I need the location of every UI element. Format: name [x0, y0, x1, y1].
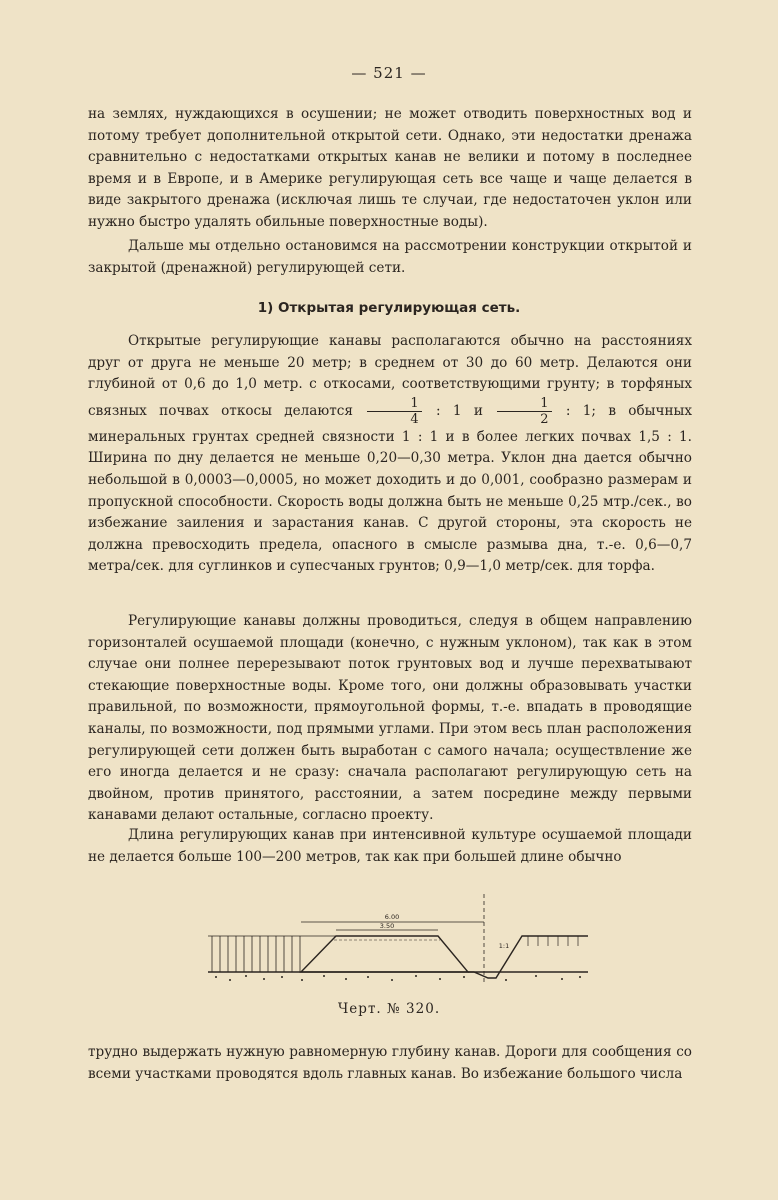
- paragraph-6-text: трудно выдержать нужную равномерную глубину канав. Дороги для сообщения со всеми участками проводятся вдоль главных канав. Во избежание большого числа: [88, 1044, 692, 1082]
- page-number: — 521 —: [351, 64, 427, 82]
- paragraph-4-text: Регулирующие канавы должны проводиться, следуя в общем направлению горизонталей осушаемой площади (конечно, с нужным уклоном), так как в этом случае они полнее перерезывают поток грунтовых вод и лучше перехватывают стекающие поверхностные воды. Кроме того, они должны образовывать участки правильной, по возможности, прямоугольной формы, т.-е. впадать в проводящие каналы, по возможности, под прямыми углами. При этом весь план расположения регулирующей сети должен быть выработан с самого начала; осуществление же его иногда делается и не сразу: сначала располагают регулирующую сеть на двойном, против принятого, расстоянии, а затем посредине между первыми канавами делают остальные, согласно проекту.: [88, 613, 692, 824]
- soil-stipple: [215, 975, 581, 981]
- figure-caption: Черт. № 320.: [337, 1001, 441, 1017]
- fraction-numerator: 1: [497, 396, 551, 412]
- paragraph-3-text: [88, 331, 692, 578]
- fraction-numerator: 1: [367, 396, 421, 412]
- paragraph-4: [88, 611, 692, 827]
- slope-label: 1:1: [498, 942, 510, 950]
- fraction-denominator: 4: [410, 411, 419, 427]
- paragraph-1-text: на землях, нуждающихся в осушении; не может отводить поверхностных вод и потому требует дополнительной открытой сети. Однако, эти недостатки дренажа сравнительно с недостатками открытых канав не велики и потому в последнее время и в Европе, и в Америке регулирующая сеть все чаще и чаще делается в виде закрытого дренажа (исключая лишь те случаи, где недостаточен уклон или нужно быстро удалять обильные поверхностные воды).: [88, 106, 692, 230]
- paragraph-3-part-c: : 1; в обычных минеральных грунтах средней связности 1 : 1 и в более легких почвах 1,5 : 1. Ширина по дну делается не меньше 0,20—0,30 метра. Уклон дна дается обычно небольшой в 0,0003—0,0005, но может доходить и до 0,001, сообразно размерам и пропускной способности. Скорость воды должна быть не меньше 0,25 мтр./сек., во избежание заиления и зарастания канав. С другой стороны, эта скорость не должна превосходить предела, опасного в смысле размыва дна, т.-е. 0,6—0,7 метра/сек. для суглинков и супесчаных грунтов; 0,9—1,0 метр/сек. для торфа.: [88, 402, 693, 575]
- paragraph-3-part-b: : 1 и: [435, 402, 483, 419]
- fraction-denominator: 2: [540, 411, 549, 427]
- paragraph-5: [88, 825, 692, 868]
- fraction-one-quarter: [367, 396, 421, 427]
- paragraph-5-text: Длина регулирующих канав при интенсивной культуре осушаемой площади не делается больше 100—200 метров, так как при большей длине обычно: [88, 827, 692, 865]
- dimension-inner-label: 3.50: [379, 922, 395, 930]
- paragraph-2-text: Дальше мы отдельно остановимся на рассмотрении конструкции открытой и закрытой (дренажной) регулирующей сети.: [88, 238, 692, 276]
- section-heading: 1) Открытая регулирующая сеть.: [257, 300, 521, 316]
- paragraph-6: [88, 1042, 692, 1085]
- paragraph-3-part-a: Открытые регулирующие канавы располагаются обычно на расстояниях друг от друга не меньше 20 метр; в среднем от 30 до 60 метр. Делаются они глубиной от 0,6 до 1,0 метр. с откосами, соответствующими грунту; в торфяных связных почвах откосы делаются: [88, 333, 692, 419]
- paragraph-1: [88, 104, 692, 234]
- embankment-trapezoid: [301, 936, 468, 972]
- paragraph-3: [88, 331, 692, 578]
- ground-hatching: [208, 936, 416, 972]
- ditch-cross-section-drawing: [206, 888, 588, 988]
- ditch-hatching: [528, 936, 578, 946]
- paragraph-2: [88, 236, 692, 279]
- dimension-outer-label: 6.00: [384, 913, 400, 921]
- fraction-one-half: [497, 396, 551, 427]
